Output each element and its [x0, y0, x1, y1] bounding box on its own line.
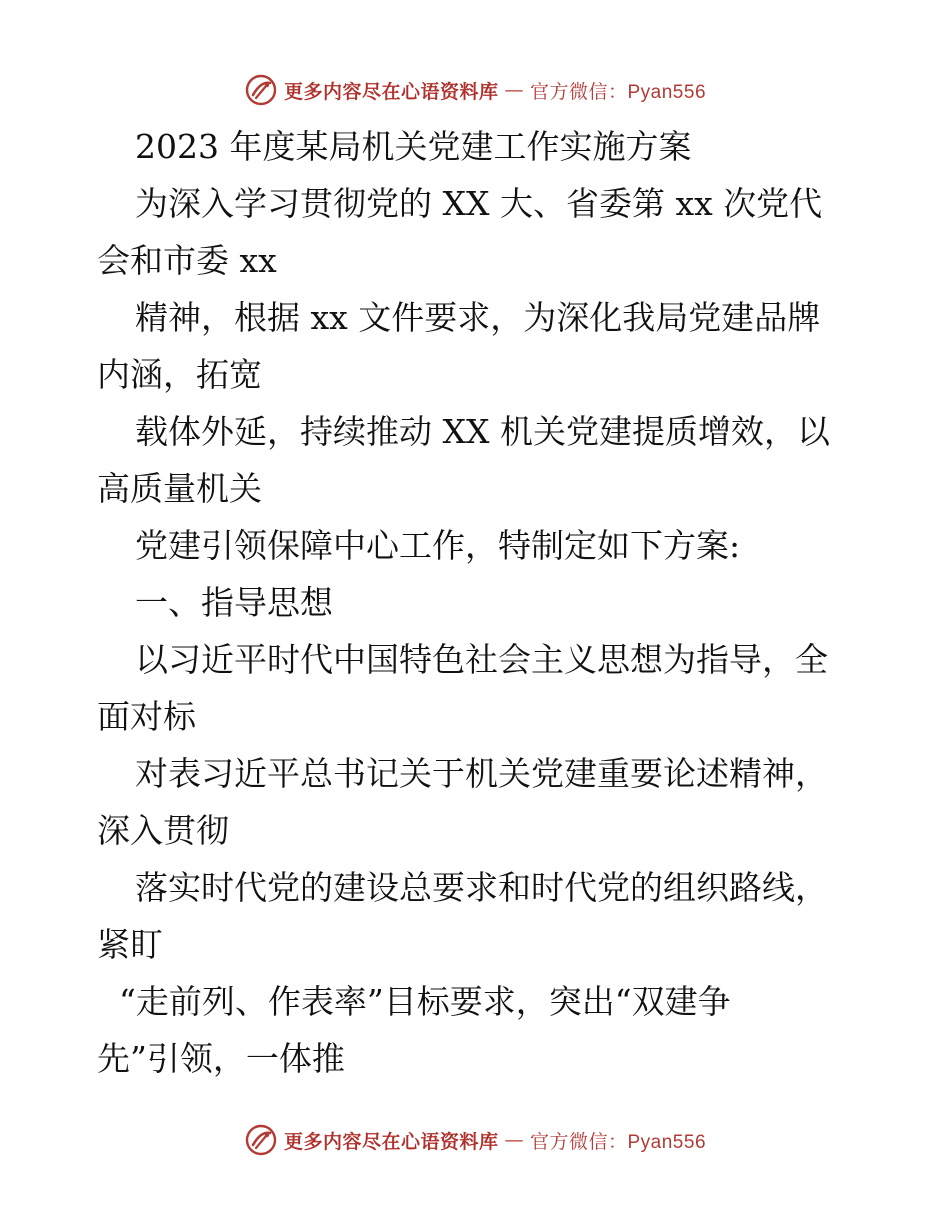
watermark-contact: 官方微信：Pyan556: [530, 1131, 707, 1153]
text-line: 先”引领，一体推: [97, 1039, 345, 1078]
text-line: 面对标: [97, 697, 196, 736]
text-line: “走前列、作表率”目标要求，突出“双建争: [119, 982, 731, 1021]
watermark-brand: 更多内容尽在心语资料库: [283, 1130, 499, 1153]
text-line: 以习近平时代中国特色社会主义思想为指导，全: [135, 640, 828, 679]
text-line: 对表习近平总书记关于机关党建重要论述精神，: [135, 754, 828, 793]
brand-logo-icon: [244, 1123, 278, 1157]
text-line: 党建引领保障中心工作，特制定如下方案:: [135, 526, 741, 565]
text-line: 精神，根据 xx 文件要求，为深化我局党建品牌: [135, 298, 821, 337]
document-body: [97, 118, 853, 1087]
text-line: 高质量机关: [97, 469, 262, 508]
text-line: 深入贯彻: [97, 811, 229, 850]
watermark-brand: 更多内容尽在心语资料库: [283, 80, 499, 103]
watermark-contact: 官方微信：Pyan556: [530, 81, 707, 103]
text-line: 会和市委 xx: [97, 241, 277, 280]
text-line: 内涵，拓宽: [97, 355, 262, 394]
watermark-separator: —: [504, 79, 524, 101]
text-line: 落实时代党的建设总要求和时代党的组织路线，: [135, 868, 828, 907]
brand-logo-icon: [244, 73, 278, 107]
section-heading: 一、指导思想: [135, 583, 333, 622]
text-line: 紧盯: [97, 925, 163, 964]
text-line: 载体外延，持续推动 XX 机关党建提质增效，以: [135, 412, 830, 451]
text-line: 为深入学习贯彻党的 XX 大、省委第 xx 次党代: [135, 184, 823, 223]
watermark-separator: —: [504, 1129, 524, 1151]
watermark-banner-top: [0, 72, 950, 108]
watermark-banner-bottom: [0, 1122, 950, 1158]
document-title: 2023 年度某局机关党建工作实施方案: [135, 127, 692, 166]
